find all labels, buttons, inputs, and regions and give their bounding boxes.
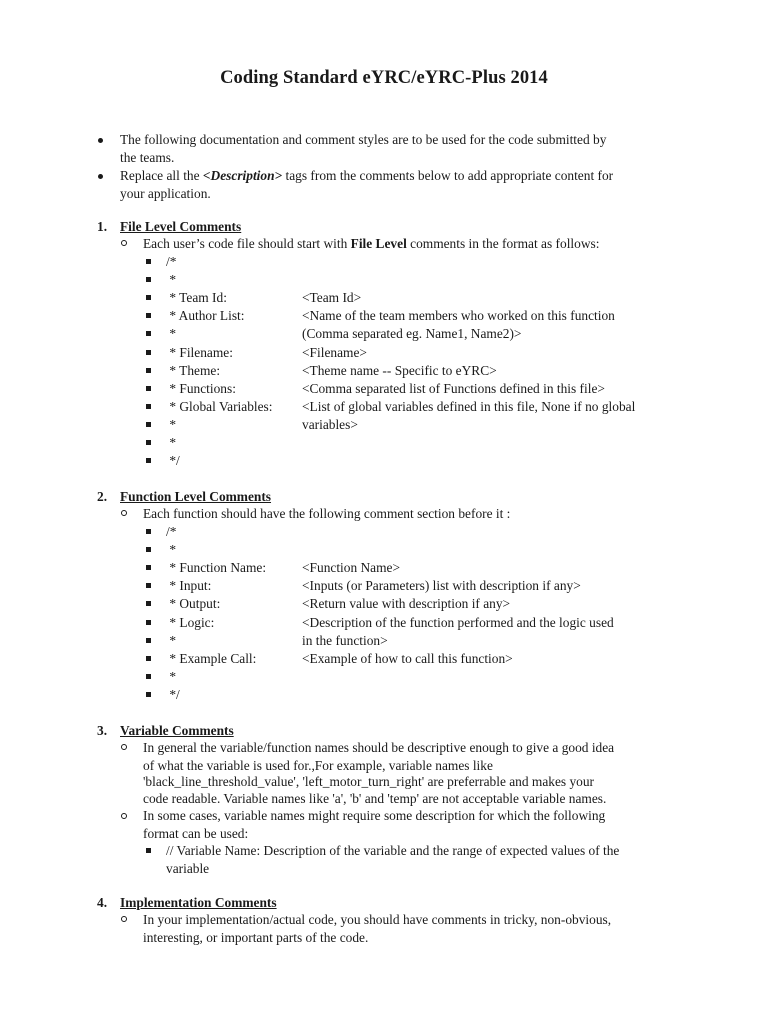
square-bullet-icon [146,422,151,427]
circle-bullet-icon [121,510,127,516]
comment-row-value: <Example of how to call this function> [302,650,513,666]
square-bullet-icon [146,565,151,570]
page-title: Coding Standard eYRC/eYRC-Plus 2014 [220,68,548,88]
comment-row-label: * [166,416,177,432]
section-3-para1-line-1: In general the variable/function names should be descriptive enough to give a good idea [143,740,615,755]
comment-row-label: * Author List: [166,308,245,324]
intro-1-line-1: The following documentation and comment styles are to be used for the code submitted by [120,132,607,147]
bullet-icon [98,174,103,179]
comment-row-value: (Comma separated eg. Name1, Name2)> [302,326,522,342]
comment-row-label: * Team Id: [166,290,227,306]
comment-row-label: */ [166,453,180,469]
square-bullet-icon [146,277,151,282]
comment-row-label: * Output: [166,596,221,612]
section-4-heading: 4. Implementation Comments [97,895,277,910]
square-bullet-icon [146,458,151,463]
section-3-para2-line-2: format can be used: [143,826,249,841]
comment-row-label: /* [166,254,177,269]
comment-row-value: <Name of the team members who worked on this function [302,308,615,324]
section-3-para1-line-4: code readable. Variable names like 'a', 'b' and 'temp' are not acceptable variable names. [143,791,607,806]
square-bullet-icon [146,674,151,679]
section-2-lead: Each function should have the following comment section before it : [143,506,511,521]
section-3-sub-line-2: variable [166,861,210,876]
comment-row-label: * Theme: [166,362,221,378]
comment-row-label: */ [166,686,180,702]
comment-row-label: * Filename: [166,344,233,360]
bullet-icon [98,138,103,143]
section-2-heading: 2. Function Level Comments [97,489,272,504]
comment-row-label: * Global Variables: [166,398,273,414]
square-bullet-icon [146,601,151,606]
section-1-heading: 1. File Level Comments [97,219,242,234]
square-bullet-icon [146,638,151,643]
square-bullet-icon [146,259,151,264]
square-bullet-icon [146,350,151,355]
square-bullet-icon [146,404,151,409]
comment-row-label: * Logic: [166,614,215,630]
circle-bullet-icon [121,744,127,750]
section-3-sub-line-1: // Variable Name: Description of the variable and the range of expected values of the [166,843,620,858]
square-bullet-icon [146,295,151,300]
intro-2-line-2: your application. [120,186,211,201]
comment-row-value: <Function Name> [302,560,401,576]
comment-row-value: <Inputs (or Parameters) list with description if any> [302,578,581,594]
comment-row-value: <Description of the function performed and the logic used [302,614,614,630]
comment-row-value: <List of global variables defined in this file, None if no global [302,398,636,414]
square-bullet-icon [146,368,151,373]
comment-row-label: * [166,435,177,450]
comment-row-label: * Input: [166,578,212,594]
section-1-lead: Each user’s code file should start with File Level comments in the format as follows: [143,236,600,251]
square-bullet-icon [146,547,151,552]
square-bullet-icon [146,386,151,391]
square-bullet-icon [146,331,151,336]
section-3-para2-line-1: In some cases, variable names might require some description for which the following [143,808,606,823]
square-bullet-icon [146,848,151,853]
circle-bullet-icon [121,240,127,246]
comment-row-label: * Example Call: [166,650,257,666]
circle-bullet-icon [121,916,127,922]
square-bullet-icon [146,620,151,625]
comment-row-value: <Filename> [302,344,367,360]
square-bullet-icon [146,313,151,318]
circle-bullet-icon [121,813,127,819]
square-bullet-icon [146,583,151,588]
section-3-para1-line-2: of what the variable is used for.,For example, variable names like [143,758,493,773]
section-4-para1-line-1: In your implementation/actual code, you should have comments in tricky, non-obvious, [143,912,612,927]
comment-row-value: in the function> [302,632,388,648]
square-bullet-icon [146,692,151,697]
comment-row-label: * [166,272,177,288]
comment-row-value: variables> [302,416,358,432]
section-3-para1-line-3: 'black_line_threshold_value', 'left_motor_turn_right' are preferrable and makes your [143,774,595,789]
square-bullet-icon [146,529,151,534]
comment-row-label: * Function Name: [166,560,267,576]
comment-row-label: * Functions: [166,380,236,396]
comment-row-label: * [166,668,177,684]
comment-row-label: * [166,326,177,342]
intro-1-line-2: the teams. [120,150,175,165]
square-bullet-icon [146,656,151,661]
comment-row-label: * [166,542,177,558]
square-bullet-icon [146,440,151,445]
section-3-heading: 3. Variable Comments [97,723,234,738]
comment-row-value: <Theme name -- Specific to eYRC> [302,362,497,378]
section-4-para1-line-2: interesting, or important parts of the code. [143,930,369,945]
comment-row-value: <Return value with description if any> [302,596,511,612]
comment-row-label: /* [166,524,177,539]
comment-row-label: * [166,632,177,648]
comment-row-value: <Comma separated list of Functions defined in this file> [302,380,605,396]
intro-2-line-1: Replace all the <Description> tags from the comments below to add appropriate content for [120,168,614,183]
comment-row-value: <Team Id> [302,290,362,306]
